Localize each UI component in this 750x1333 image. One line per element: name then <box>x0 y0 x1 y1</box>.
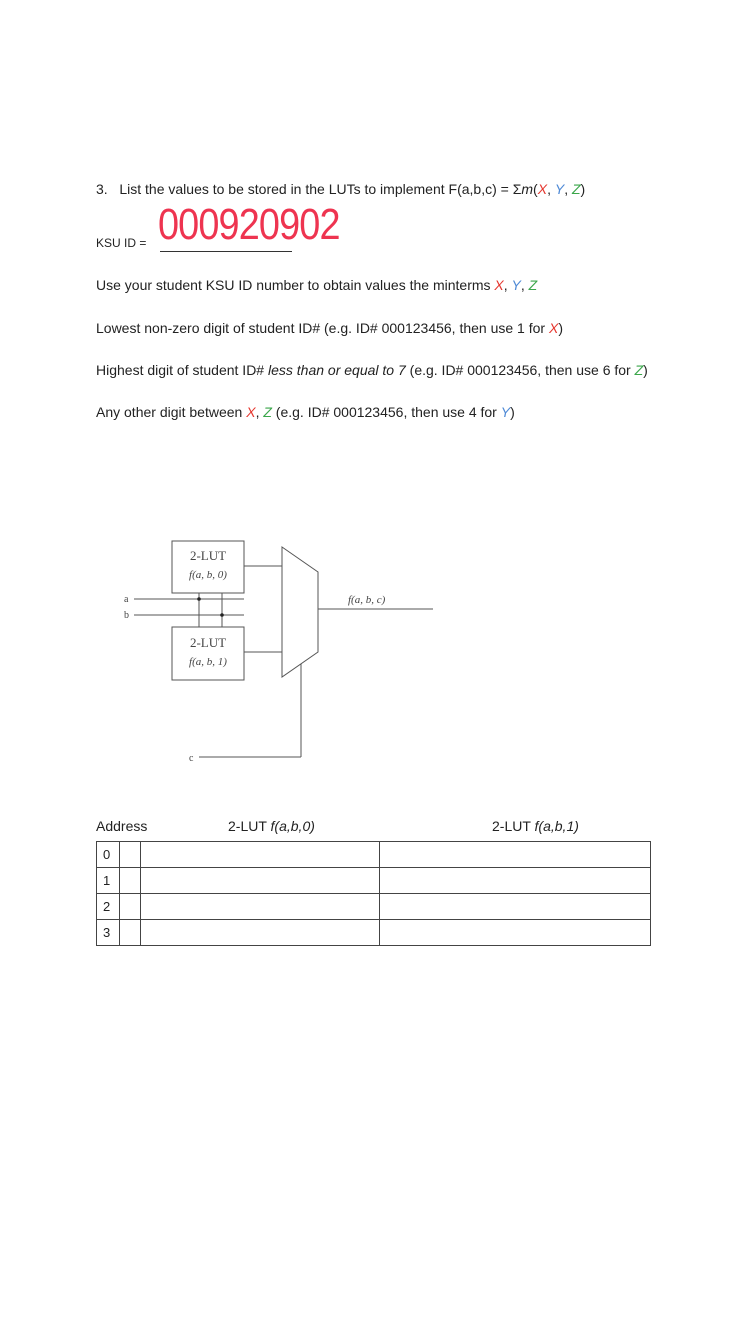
instruction-3-end: ) <box>643 362 648 378</box>
table-header-lut1-func: f(a,b,1) <box>534 818 579 834</box>
table-header-lut1-prefix: 2-LUT <box>492 818 535 834</box>
table-header-address: Address <box>96 818 148 834</box>
table-header-lut0-prefix: 2-LUT <box>228 818 271 834</box>
question-number: 3. <box>96 181 108 197</box>
junction-b-dot <box>220 613 224 617</box>
address-cell <box>97 920 141 946</box>
instruction-4-end: ) <box>510 404 515 420</box>
instruction-3-text-a: Highest digit of student ID# <box>96 362 268 378</box>
instruction-1-x: X <box>494 277 504 293</box>
instruction-4-text-b: (e.g. ID# 000123456, then use 4 for <box>271 404 501 420</box>
instruction-4-z: Z <box>263 404 272 420</box>
instruction-1-text: Use your student KSU ID number to obtain values the minterms <box>96 277 495 293</box>
instruction-3-text-b: (e.g. ID# 000123456, then use 6 for <box>405 362 635 378</box>
question-m: m <box>521 181 534 197</box>
lut1-cell[interactable] <box>380 868 651 894</box>
table-header-lut1 <box>492 818 579 834</box>
lut-values-table <box>96 841 651 946</box>
instruction-1-sep-2: , <box>520 277 529 293</box>
address-cell <box>97 894 141 920</box>
input-c-label: c <box>189 753 194 764</box>
instruction-1-y: Y <box>511 277 521 293</box>
instruction-4-text-a: Any other digit between <box>96 404 247 420</box>
minterm-x: X <box>537 181 548 197</box>
address-value: 2 <box>97 894 120 919</box>
instruction-3-z: Z <box>634 362 644 378</box>
question-comma-1: , <box>547 181 555 197</box>
table-header-lut0 <box>228 818 315 834</box>
minterm-y: Y <box>554 181 565 197</box>
input-b-label: b <box>124 610 129 621</box>
instruction-4-sep: , <box>255 404 264 420</box>
question-text: List the values to be stored in the LUTs to implement F(a,b,c) = Σ <box>119 181 522 197</box>
instruction-4-x: X <box>246 404 256 420</box>
question-comma-2: , <box>564 181 572 197</box>
table-row <box>97 868 651 894</box>
mux-shape <box>282 547 318 677</box>
address-cell <box>97 868 141 894</box>
table-row <box>97 842 651 868</box>
instruction-3-italic: less than or equal to 7 <box>268 362 406 378</box>
lut1-cell[interactable] <box>380 920 651 946</box>
lut-bottom-function: f(a, b, 1) <box>189 656 227 668</box>
input-a-label: a <box>124 594 129 605</box>
lut0-cell[interactable] <box>141 894 380 920</box>
lut-top-title: 2-LUT <box>189 548 227 563</box>
lut1-cell[interactable] <box>380 894 651 920</box>
lut0-cell[interactable] <box>141 920 380 946</box>
ksu-id-label: KSU ID = <box>96 236 147 250</box>
table-row <box>97 920 651 946</box>
ksu-id-value: 000920902 <box>158 200 340 249</box>
instruction-1-sep-1: , <box>503 277 512 293</box>
question-close-paren: ) <box>580 181 586 197</box>
instruction-4-y: Y <box>500 404 511 420</box>
instruction-2-text: Lowest non-zero digit of student ID# (e.g. ID# 000123456, then use 1 for <box>96 320 549 336</box>
address-value: 1 <box>97 868 120 893</box>
address-cell <box>97 842 141 868</box>
lut-bottom-title: 2-LUT <box>189 635 227 650</box>
lut0-cell[interactable] <box>141 868 380 894</box>
table-row <box>97 894 651 920</box>
output-label: f(a, b, c) <box>348 594 386 606</box>
lut0-cell[interactable] <box>141 842 380 868</box>
instruction-2-end: ) <box>558 320 563 336</box>
lut-top-function: f(a, b, 0) <box>189 569 227 581</box>
question-open-paren: ( <box>533 181 538 197</box>
address-value: 3 <box>97 920 120 945</box>
instruction-1-z: Z <box>528 277 538 293</box>
table-header-lut0-func: f(a,b,0) <box>270 818 315 834</box>
lut1-cell[interactable] <box>380 842 651 868</box>
junction-a-dot <box>197 597 201 601</box>
instruction-2-x: X <box>548 320 559 336</box>
address-value: 0 <box>97 842 120 867</box>
minterm-z: Z <box>571 181 581 197</box>
